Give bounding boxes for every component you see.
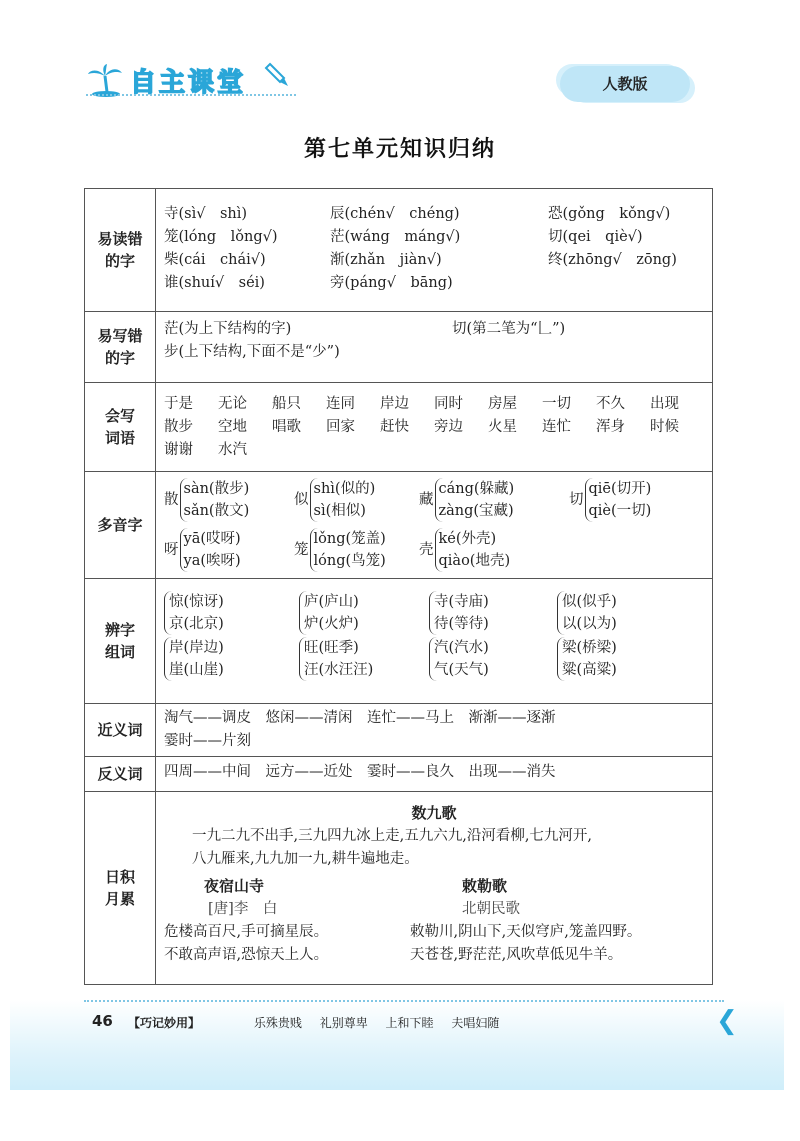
row-label: 多音字 — [85, 472, 156, 578]
logo-text: 自主课堂 — [130, 68, 247, 98]
word: 回家 — [326, 419, 355, 435]
word: 出现 — [650, 396, 679, 412]
pinyin-item: 茫(wáng máng√) — [330, 229, 461, 245]
row-label: 会写词语 — [85, 383, 156, 471]
char-pair: 庐(庐山) 炉(火炉) — [299, 591, 429, 635]
row-label: 易写错的字 — [85, 312, 156, 382]
row-label: 日积月累 — [85, 792, 156, 984]
footer-divider — [84, 1000, 724, 1002]
palm-tree-icon — [86, 62, 126, 98]
row-content — [156, 189, 712, 311]
row-distinguish-chars — [85, 578, 712, 703]
pinyin-item: 终(zhōng√ zōng) — [548, 252, 677, 268]
row-label: 辨字组词 — [85, 579, 156, 703]
header-divider — [86, 94, 296, 96]
row-content — [156, 383, 712, 471]
polyphone-item: 似 shì(似的) sì(相似) — [294, 478, 419, 522]
knowledge-table — [84, 188, 713, 985]
polyphone-item: 呀 yā(哎呀) ya(唉呀) — [164, 528, 294, 572]
row-content — [156, 579, 712, 703]
polyphone-item: 切 qiē(切开) qiè(一切) — [569, 478, 704, 522]
synonym-line: 霎时——片刻 — [164, 733, 251, 749]
poem-line: 不敢高声语,恐惊天上人。 — [164, 947, 329, 963]
pinyin-item: 柴(cái chái√) — [164, 252, 266, 268]
pinyin-item: 辰(chén√ chéng) — [330, 206, 460, 222]
note-item: 切(第二笔为“𠃊”) — [452, 321, 566, 337]
pinyin-item: 寺(sì√ shì) — [164, 206, 248, 222]
word: 唱歌 — [272, 419, 301, 435]
poem-block — [410, 875, 704, 967]
pinyin-item: 笼(lóng lǒng√) — [164, 229, 278, 245]
page-title: 第七单元知识归纳 — [303, 137, 496, 162]
polyphone-item: 散 sàn(散步) sǎn(散文) — [164, 478, 294, 522]
row-synonyms — [85, 703, 712, 756]
word: 浑身 — [596, 419, 625, 435]
word: 于是 — [164, 396, 193, 412]
pencil-icon — [264, 60, 290, 90]
word: 空地 — [218, 419, 247, 435]
pinyin-item: 恐(gǒng kǒng√) — [548, 206, 671, 222]
char-pair: 旺(旺季) 汪(水汪汪) — [299, 637, 429, 681]
word: 散步 — [164, 419, 193, 435]
row-polyphones — [85, 471, 712, 578]
word: 同时 — [434, 396, 463, 412]
word: 无论 — [218, 396, 247, 412]
poem-line: 天苍苍,野茫茫,风吹草低见牛羊。 — [410, 947, 623, 963]
edition-badge: 人教版 — [560, 66, 690, 102]
row-antonyms — [85, 756, 712, 791]
word: 不久 — [596, 396, 625, 412]
row-label: 近义词 — [85, 704, 156, 756]
chevron-left-icon: ❮ — [716, 1006, 738, 1036]
header-logo — [86, 58, 296, 98]
char-pair: 岸(岸边) 崖(山崖) — [164, 637, 299, 681]
word: 赶快 — [380, 419, 409, 435]
word: 火星 — [488, 419, 517, 435]
char-pair: 梁(桥梁) 粱(高粱) — [557, 637, 704, 681]
word: 岸边 — [380, 396, 409, 412]
tip-phrase: 夫唱妇随 — [451, 1016, 500, 1030]
song-line: 八九雁来,九九加一九,耕牛遍地走。 — [192, 851, 419, 867]
poem-line: 危楼高百尺,手可摘星辰。 — [164, 924, 329, 940]
song-line: 一九二九不出手,三九四九冰上走,五九六九,沿河看柳,七九河开, — [192, 828, 593, 844]
footer-tip — [128, 1014, 513, 1031]
word: 旁边 — [434, 419, 463, 435]
row-easy-miswrite — [85, 311, 712, 382]
page-number: 46 — [92, 1012, 113, 1030]
row-content — [156, 312, 712, 382]
poem-author: 北朝民歌 — [462, 901, 520, 917]
pinyin-item: 旁(páng√ bāng) — [330, 275, 453, 291]
polyphone-item: 藏 cáng(躲藏) zàng(宝藏) — [419, 478, 569, 522]
row-content — [156, 757, 712, 791]
char-pair: 汽(汽水) 气(天气) — [429, 637, 557, 681]
word: 房屋 — [488, 396, 517, 412]
poem-line: 敕勒川,阴山下,天似穹庐,笼盖四野。 — [410, 924, 642, 940]
poem-block — [164, 875, 410, 967]
tip-label: 【巧记妙用】 — [128, 1016, 201, 1030]
pinyin-item: 渐(zhǎn jiàn√) — [330, 252, 442, 268]
word: 船只 — [272, 396, 301, 412]
char-pair: 似(似乎) 以(以为) — [557, 591, 704, 635]
row-easy-misread — [85, 189, 712, 311]
poem-title: 夜宿山寺 — [204, 877, 265, 895]
row-write-words — [85, 382, 712, 471]
word: 连同 — [326, 396, 355, 412]
char-pair: 寺(寺庙) 待(等待) — [429, 591, 557, 635]
poem-author: [唐]李 白 — [208, 901, 278, 917]
row-label: 反义词 — [85, 757, 156, 791]
pinyin-item: 切(qei qiè√) — [548, 229, 643, 245]
row-content — [156, 792, 712, 984]
tip-phrase: 上和下睦 — [385, 1016, 434, 1030]
poem-title: 敕勒歌 — [462, 877, 508, 895]
word: 连忙 — [542, 419, 571, 435]
synonym-line: 淘气——调皮 悠闲——清闲 连忙——马上 渐渐——逐渐 — [164, 710, 556, 726]
char-pair: 惊(惊讶) 京(北京) — [164, 591, 299, 635]
song-title: 数九歌 — [411, 804, 457, 822]
antonym-line: 四周——中间 远方——近处 霎时——良久 出现——消失 — [164, 764, 556, 780]
word: 谢谢 — [164, 442, 193, 458]
word: 时候 — [650, 419, 679, 435]
word: 一切 — [542, 396, 571, 412]
row-label: 易读错的字 — [85, 189, 156, 311]
note-item: 茫(为上下结构的字) — [164, 321, 292, 337]
polyphone-item: 壳 ké(外壳) qiào(地壳) — [419, 528, 569, 572]
row-content — [156, 704, 712, 756]
polyphone-item: 笼 lǒng(笼盖) lóng(鸟笼) — [294, 528, 419, 572]
pinyin-item: 谁(shuí√ séi) — [164, 275, 265, 291]
row-daily-accumulation — [85, 791, 712, 984]
tip-phrase: 礼别尊卑 — [319, 1016, 368, 1030]
note-item: 步(上下结构,下面不是“少”) — [164, 344, 340, 360]
row-content — [156, 472, 712, 578]
word: 水汽 — [218, 442, 247, 458]
tip-phrase: 乐殊贵贱 — [253, 1016, 302, 1030]
